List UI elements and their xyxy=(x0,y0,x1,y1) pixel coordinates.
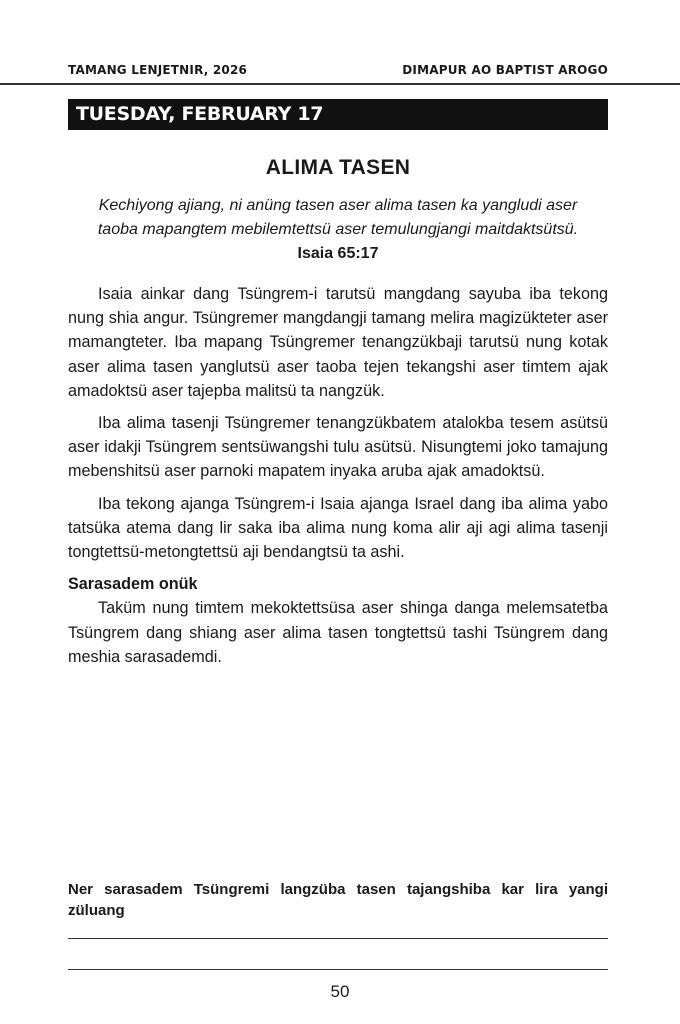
header-rule xyxy=(0,83,680,85)
writing-line-2 xyxy=(68,969,608,970)
verse-text: Kechiyong ajiang, ni anüng tasen aser alima tasen ka yangludi aser taoba mapangtem mebilemtettsü aser temulungjangi maitdaktsütsü. xyxy=(97,197,579,238)
header-right-text: DIMAPUR AO BAPTIST AROGO xyxy=(402,63,608,77)
page-title: ALIMA TASEN xyxy=(265,156,411,179)
prayer-prompt: Ner sarasadem Tsüngremi langzüba tasen tajangshiba kar lira yangi züluang xyxy=(68,881,608,919)
reflection-text: Taküm nung timtem mekoktettsüsa aser shinga danga melemsatetba Tsüngrem dang shiang aser alima tasen tongtettsü tashi Tsüngrem dang meshia sarasademdi. xyxy=(68,599,608,666)
running-header xyxy=(68,62,608,78)
devotional-body xyxy=(68,282,608,677)
verse-reference: Isaia 65:17 xyxy=(297,245,379,262)
page-number: 50 xyxy=(330,982,350,1001)
writing-line-1 xyxy=(68,938,608,939)
body-paragraph-2: Iba alima tasenji Tsüngremer tenangzükbatem atalokba tesem asütsü aser idakji Tsüngrem sentsüwangshi tulu asütsü. Nisungtemi joko tamajung mebenshitsü aser parnoki mapatem inyaka aruba ajak amadoktsü. xyxy=(68,414,608,481)
body-paragraph-3: Iba tekong ajanga Tsüngrem-i Isaia ajanga Israel dang iba alima yabo tatsüka atema dang lir saka iba alima nung koma alir aji agi alima tasenji tongtettsü-metongtettsü aji bendangtsü ta ashi. xyxy=(68,494,608,562)
verse-block xyxy=(78,194,598,266)
date-banner: TUESDAY, FEBRUARY 17 xyxy=(68,99,608,130)
header-left-text: TAMANG LENJETNIR, 2026 xyxy=(68,63,248,77)
reflection-heading: Sarasadem onük xyxy=(68,575,198,594)
body-paragraph-1: Isaia ainkar dang Tsüngrem-i tarutsü mangdang sayuba iba tekong nung shia angur. Tsüngremer mangdangji tamang melira magizükteter aser mamangteter. Iba mapang Tsüngremer tenangzükbaji tarutsü nung kotak aser alima tasen yanglutsü aser taoba tejen tekangshi aser timtem ajak amadoktsü aser tajepba malitsü ta nangzük. xyxy=(68,285,608,400)
